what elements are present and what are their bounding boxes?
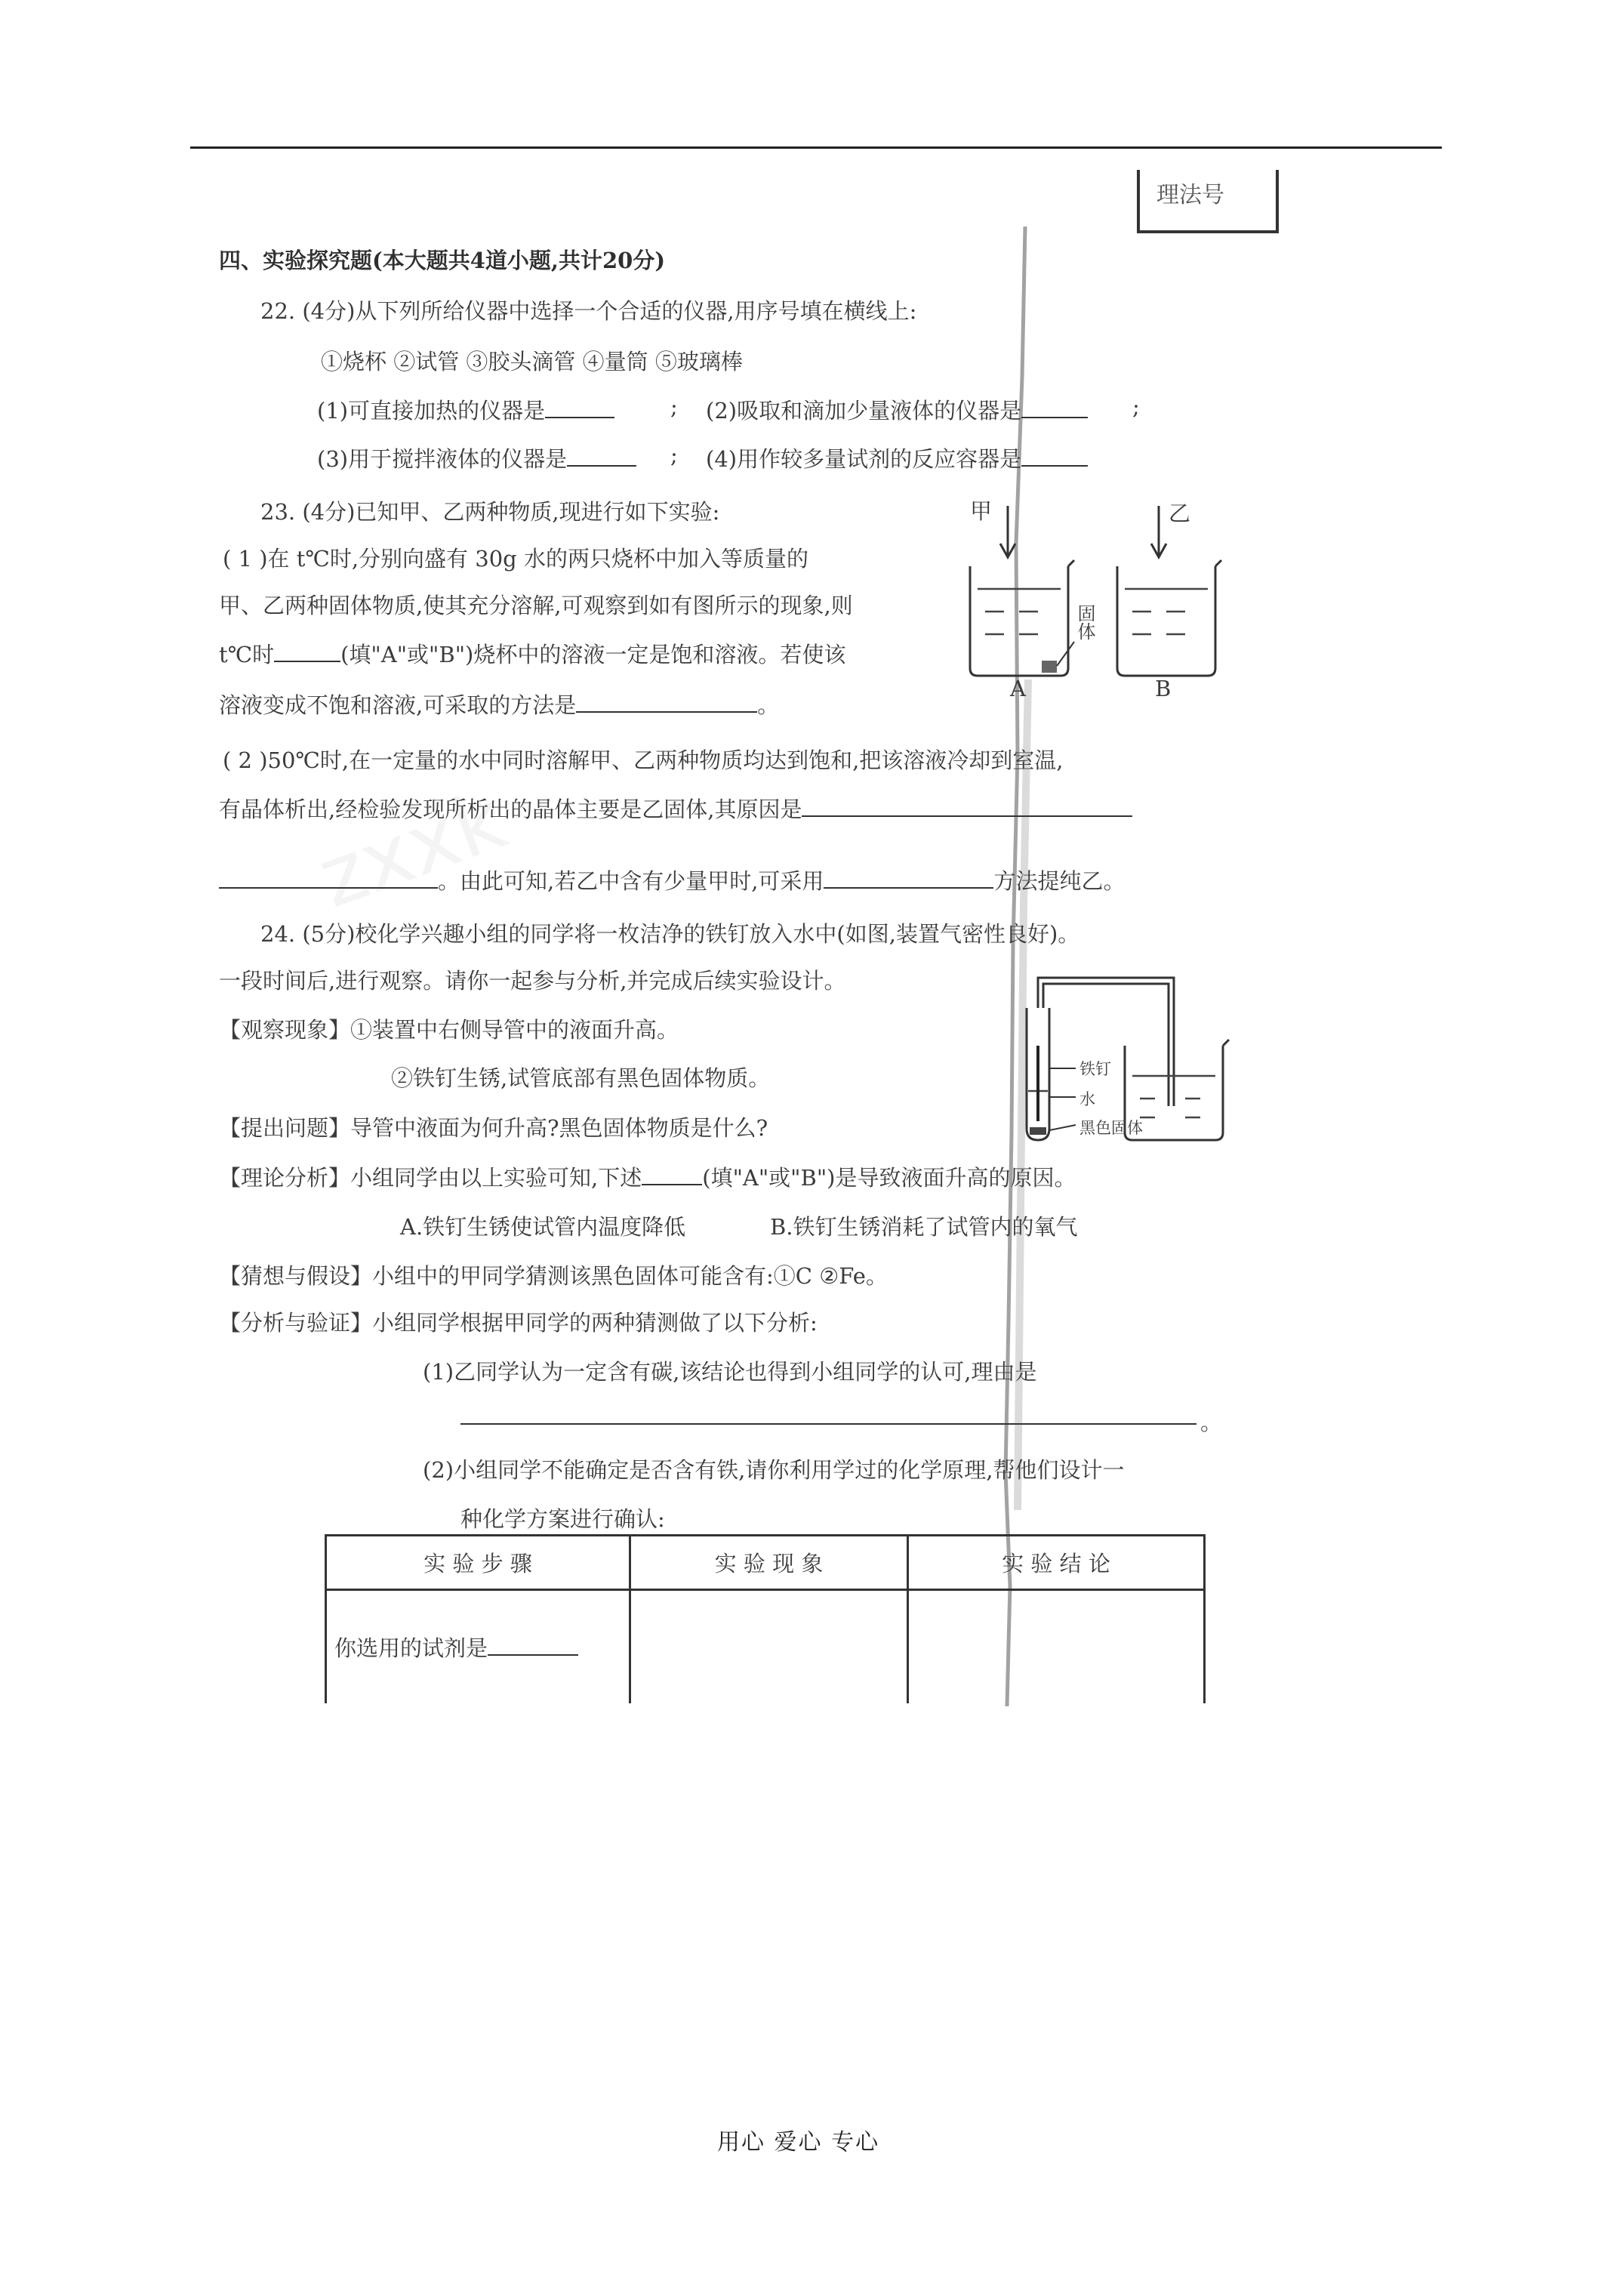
section-heading: 四、实验探究题(本大题共4道小题,共计20分): [219, 248, 666, 273]
q23-label-jia: 甲: [970, 498, 993, 524]
q24-v2-line2: 种化学方案进行确认:: [460, 1506, 665, 1532]
table-header-row: [326, 1536, 1205, 1590]
q24-guess: 【猜想与假设】小组中的甲同学猜测该黑色固体可能含有:①C ②Fe。: [219, 1263, 888, 1289]
undissolved-solid: [1042, 661, 1057, 673]
q22-part3: (3)用于搅拌液体的仪器是: [317, 442, 636, 473]
q24-observation-1: 【观察现象】①装置中右侧导管中的液面升高。: [219, 1017, 679, 1043]
header-rule: [190, 146, 1442, 149]
q23-p2-line2: 有晶体析出,经检验发现所析出的晶体主要是乙固体,其原因是: [219, 793, 1132, 824]
q23-label-b: B: [1155, 676, 1172, 701]
q22-options: ①烧杯 ②试管 ③胶头滴管 ④量筒 ⑤玻璃棒: [321, 349, 743, 374]
q24-choice-b: B.铁钉生锈消耗了试管内的氧气: [770, 1214, 1078, 1240]
q24-question: 【提出问题】导管中液面为何升高?黑色固体物质是什么?: [219, 1115, 768, 1141]
q23-stem: 23. (4分)已知甲、乙两种物质,现进行如下实验:: [260, 499, 720, 525]
q22-semicolon-1: ;: [670, 394, 678, 420]
page-footer: 用心 爱心 专心: [717, 2129, 880, 2156]
q22-part2: (2)吸取和滴加少量液体的仪器是: [706, 394, 1088, 425]
q24-choice-a: A.铁钉生锈使试管内温度降低: [400, 1214, 686, 1240]
black-solid: [1030, 1127, 1046, 1135]
q22-semicolon-3: ;: [670, 442, 678, 468]
experiment-design-table: [325, 1534, 1206, 1703]
q24-observation-2: ②铁钉生锈,试管底部有黑色固体物质。: [391, 1065, 771, 1091]
score-box: [1137, 170, 1279, 233]
q24-v1: (1)乙同学认为一定含有碳,该结论也得到小组同学的认可,理由是: [423, 1359, 1037, 1385]
q24-label-black-solid: 黑色固体: [1079, 1119, 1143, 1137]
q23-p1-line3: t℃时 (填"A"或"B")烧杯中的溶液一定是饱和溶液。若使该: [219, 638, 845, 669]
q22-stem: 22. (4分)从下列所给仪器中选择一个合适的仪器,用序号填在横线上:: [260, 298, 917, 324]
table-cell-conclusion[interactable]: [908, 1590, 1205, 1703]
q23-label-solid: 固体: [1074, 604, 1095, 640]
q23-label-a: A: [1010, 676, 1026, 701]
q23-p1-line1: ( 1 )在 t℃时,分别向盛有 30g 水的两只烧杯中加入等质量的: [223, 546, 808, 572]
table-row: [326, 1590, 1205, 1703]
q23-p2-line3: 。由此可知,若乙中含有少量甲时,可采用 方法提纯乙。: [219, 864, 1125, 895]
table-header-conclusion: 实 验 结 论: [908, 1536, 1205, 1590]
table-cell-phenomena[interactable]: [630, 1590, 908, 1703]
q23-p2-line1: ( 2 )50℃时,在一定量的水中同时溶解甲、乙两种物质均达到饱和,把该溶液冷却到室温,: [223, 747, 1064, 773]
q22-part4: (4)用作较多量试剂的反应容器是: [706, 442, 1088, 473]
table-header-steps: 实 验 步 骤: [326, 1536, 630, 1590]
q24-theory: 【理论分析】小组同学由以上实验可知,下述 (填"A"或"B")是导致液面升高的原因。: [219, 1161, 1076, 1192]
q22-semicolon-2: ;: [1132, 394, 1140, 420]
q23-beaker-figure: [955, 491, 1242, 710]
q23-p1-line2: 甲、乙两种固体物质,使其充分溶解,可观察到如有图所示的现象,则: [219, 593, 853, 618]
q24-stem-line1: 24. (5分)校化学兴趣小组的同学将一枚洁净的铁钉放入水中(如图,装置气密性良好)。: [260, 921, 1080, 947]
q23-p1-line4: 溶液变成不饱和溶液,可采取的方法是 。: [219, 689, 779, 720]
q24-label-water: 水: [1079, 1090, 1095, 1108]
q24-label-nail: 铁钉: [1079, 1060, 1111, 1078]
score-box-label: 理法号: [1156, 182, 1224, 208]
q24-v1-period: 。: [1200, 1410, 1223, 1435]
table-header-phenomena: 实 验 现 象: [630, 1536, 908, 1590]
q24-v2-line1: (2)小组同学不能确定是否含有铁,请你利用学过的化学原理,帮他们设计一: [423, 1457, 1125, 1483]
q24-v1-answer-line: [460, 1423, 1196, 1425]
q24-verify: 【分析与验证】小组同学根据甲同学的两种猜测做了以下分析:: [219, 1310, 818, 1336]
q23-label-yi: 乙: [1169, 501, 1191, 526]
q24-stem-line2: 一段时间后,进行观察。请你一起参与分析,并完成后续实验设计。: [219, 968, 846, 994]
table-cell-reagent: 你选用的试剂是: [326, 1590, 630, 1703]
q22-part1: (1)可直接加热的仪器是: [317, 394, 614, 425]
